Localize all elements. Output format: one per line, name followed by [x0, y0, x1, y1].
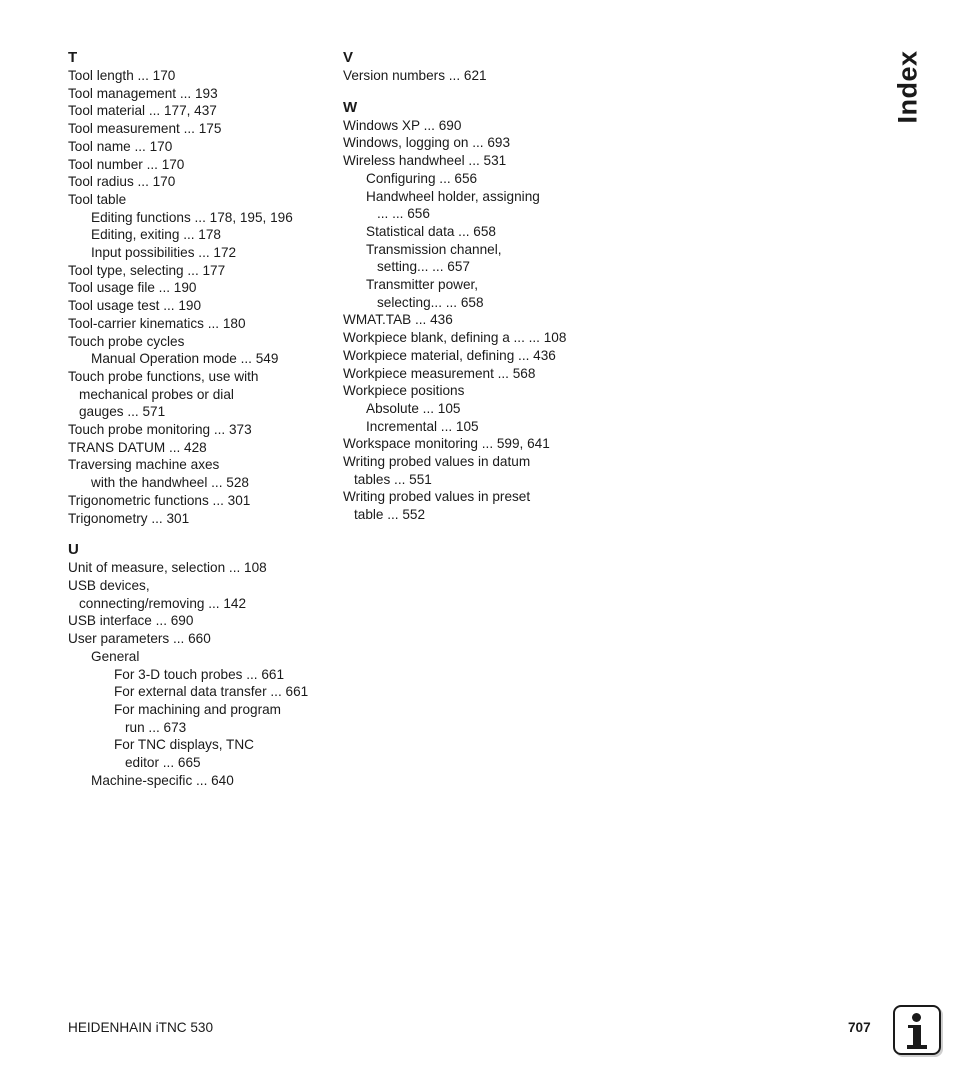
- index-entry: selecting... ... 658: [377, 294, 484, 310]
- index-column-right: [343, 48, 608, 537]
- index-entry: WMAT.TAB ... 436: [343, 312, 453, 328]
- index-entry: For TNC displays, TNC: [114, 737, 254, 753]
- index-section: [343, 48, 608, 85]
- index-entry: Touch probe monitoring ... 373: [68, 422, 252, 438]
- index-entry: USB devices,: [68, 577, 150, 593]
- index-entry: Statistical data ... 658: [366, 223, 496, 239]
- index-entry: Tool length ... 170: [68, 68, 176, 83]
- index-entry: connecting/removing ... 142: [79, 595, 247, 611]
- index-entry: Transmitter power,: [366, 277, 479, 293]
- section-letter: U: [68, 541, 79, 559]
- index-entry: with the handwheel ... 528: [91, 475, 249, 491]
- index-section: [68, 48, 333, 527]
- index-entry: Absolute ... 105: [366, 400, 461, 416]
- index-entry: Trigonometry ... 301: [68, 510, 190, 526]
- index-section: [343, 98, 608, 524]
- section-letter: V: [343, 49, 354, 66]
- index-entry: For 3-D touch probes ... 661: [114, 666, 285, 682]
- index-entry: Workpiece material, defining ... 436: [343, 347, 556, 363]
- index-entry: Unit of measure, selection ... 108: [68, 560, 267, 576]
- index-entry: Workpiece blank, defining a ... ... 108: [343, 330, 567, 346]
- index-entry: Tool usage file ... 190: [68, 280, 197, 296]
- index-entry: table ... 552: [354, 507, 426, 523]
- index-entry: General: [91, 648, 140, 664]
- index-entry: Configuring ... 656: [366, 170, 478, 186]
- index-entry: setting... ... 657: [377, 259, 470, 275]
- index-entry: Version numbers ... 621: [343, 68, 487, 83]
- index-entry: Transmission channel,: [366, 241, 502, 257]
- index-entry: For machining and program: [114, 701, 281, 717]
- index-entry: Tool radius ... 170: [68, 174, 176, 190]
- section-letter: T: [68, 49, 78, 66]
- index-entry: Touch probe cycles: [68, 333, 185, 349]
- index-entry: Workspace monitoring ... 599, 641: [343, 436, 550, 452]
- index-entry: Tool material ... 177, 437: [68, 103, 217, 119]
- index-entry: Tool-carrier kinematics ... 180: [68, 315, 246, 331]
- index-entry: Traversing machine axes: [68, 457, 220, 473]
- index-entry: Incremental ... 105: [366, 418, 479, 434]
- index-entry: USB interface ... 690: [68, 613, 194, 629]
- index-entry: Touch probe functions, use with: [68, 368, 259, 384]
- index-entry: Tool management ... 193: [68, 85, 218, 101]
- index-entry: tables ... 551: [354, 471, 432, 487]
- index-column-left: [68, 48, 333, 802]
- index-entry: Machine-specific ... 640: [91, 772, 234, 788]
- index-entry: TRANS DATUM ... 428: [68, 439, 207, 455]
- index-entry: run ... 673: [125, 719, 187, 735]
- index-entry: Tool number ... 170: [68, 156, 185, 172]
- index-entry: editor ... 665: [125, 755, 201, 771]
- index-entry: Editing functions ... 178, 195, 196: [91, 209, 293, 225]
- side-title-text: Index: [892, 50, 923, 124]
- index-entry: gauges ... 571: [79, 404, 166, 420]
- index-entry: Manual Operation mode ... 549: [91, 351, 279, 367]
- index-entry: Wireless handwheel ... 531: [343, 153, 507, 169]
- index-entry: Trigonometric functions ... 301: [68, 492, 251, 508]
- index-entry: Handwheel holder, assigning: [366, 188, 540, 204]
- page-number: 707: [848, 1020, 871, 1035]
- index-entry: mechanical probes or dial: [79, 386, 234, 402]
- index-entry: Windows, logging on ... 693: [343, 135, 511, 151]
- index-entry: ... ... 656: [377, 206, 430, 222]
- index-entry: For external data transfer ... 661: [114, 684, 309, 700]
- index-section: [68, 540, 333, 789]
- index-entry: Windows XP ... 690: [343, 117, 462, 133]
- section-letter: W: [343, 98, 358, 116]
- index-entry: Tool name ... 170: [68, 138, 173, 154]
- index-entry: Tool table: [68, 191, 127, 207]
- index-entry: Writing probed values in datum: [343, 454, 531, 470]
- index-entry: Workpiece measurement ... 568: [343, 365, 536, 381]
- side-title: [891, 52, 925, 122]
- index-entry: Writing probed values in preset: [343, 489, 531, 505]
- index-entry: Tool type, selecting ... 177: [68, 262, 226, 278]
- index-entry: Tool measurement ... 175: [68, 121, 222, 137]
- info-icon: [893, 1005, 941, 1055]
- index-entry: User parameters ... 660: [68, 631, 211, 647]
- index-entry: Workpiece positions: [343, 383, 465, 399]
- index-entry: Editing, exiting ... 178: [91, 227, 221, 243]
- index-entry: Input possibilities ... 172: [91, 245, 237, 261]
- index-entry: Tool usage test ... 190: [68, 298, 202, 314]
- footer-product: HEIDENHAIN iTNC 530: [68, 1020, 214, 1035]
